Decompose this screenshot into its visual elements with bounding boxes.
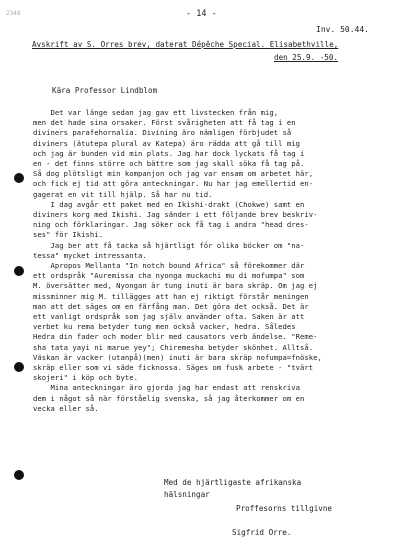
closing-line-1: Med de hjärtligaste afrikanska bbox=[164, 478, 302, 487]
body-line: ning och förklaringar. Jag söker ock få tag i andra "head dres- bbox=[33, 220, 309, 230]
body-line: dem i något så när förståelig svenska, så jag återkommer om en bbox=[33, 393, 305, 403]
body-line: men det hade sina orsaker. Först svårigheten att få tag i en bbox=[33, 118, 296, 128]
body-line: gagerat en vit till hjälp. Så har nu tid. bbox=[33, 189, 213, 199]
body-line: sha tata yayi ni marue yey"; Chiremesha betyder skönhet. Alltså. bbox=[33, 342, 314, 352]
body-line: Det var länge sedan jag gav ett livstecken från mig, bbox=[33, 108, 279, 117]
body-line: skojeri" i köp och byte. bbox=[33, 373, 139, 383]
body-line: ses" för Ikishi. bbox=[33, 230, 104, 240]
body-line: skräp eller som vi säde ficknossa. Säges om fusk arbete - "tvärt bbox=[33, 363, 314, 373]
body-line: Väskan är vacker (utanpå)(men) inuti är bara skräp nofumpa=fnöske, bbox=[33, 352, 322, 362]
body-line: Mina anteckningar äro gjorda jag har endast att renskriva bbox=[33, 383, 301, 393]
body-line: M. översätter med, Nyongan är tung inuti är bara skräp. Om jag ej bbox=[33, 281, 318, 291]
punch-hole bbox=[14, 470, 24, 480]
body-line: diviners parafehornalia. Divining äro nämligen förbjudet så bbox=[33, 128, 292, 138]
header-line-1: Avskrift av S. Orres brev, daterat Dépêche Special. Elisabethville, bbox=[32, 40, 339, 49]
body-line: man att det säges om en färfång man. Det göra det också. Det är bbox=[33, 301, 309, 311]
page-number: - 14 - bbox=[186, 9, 217, 19]
closing-line-2: hälsningar bbox=[164, 490, 210, 499]
body-line: och fick ej tid att göra anteckningar. Nu har jag emellertid en- bbox=[33, 179, 314, 189]
body-line: och jag är bunden vid min plats. Jag har dock lyckats få tag i bbox=[33, 148, 305, 158]
punch-hole bbox=[14, 266, 24, 276]
body-line: vecka eller så. bbox=[33, 403, 99, 413]
inventory-number: Inv. 50.44. bbox=[316, 25, 369, 34]
body-line: ett vanligt ordspråk som jag själv använder ofta. Saken är att bbox=[33, 312, 305, 322]
body-line: ett ordspråk "Auremissa cha nyonga muckachi mu di mofumpa" som bbox=[33, 271, 305, 281]
body-line: I dag avgår ett paket med en Ikishi-drakt (Chokwe) samt en bbox=[33, 199, 305, 209]
body-line: Hedra din fader och moder blir med causators verb ändelse. "Reme- bbox=[33, 332, 318, 342]
body-line: diviners korg med Ikishi. Jag sänder i ett följande brev beskriv- bbox=[33, 210, 318, 220]
body-line: en - det finns större och bättre som jag skall söka få tag på. bbox=[33, 159, 305, 169]
header-line-2: den 25.9. -50. bbox=[274, 53, 339, 62]
body-line: Så dog plötsligt min kompanjon och jag var ensam om arbetet här, bbox=[33, 169, 314, 179]
body-line: tessa" mycket intressanta. bbox=[33, 250, 147, 260]
body-line: Apropos Mellanta "In notch bound Africa" så förekommer där bbox=[33, 261, 305, 271]
punch-hole bbox=[14, 173, 24, 183]
letter-body bbox=[33, 108, 389, 414]
closing-line-3: Proffesorns tillgivne bbox=[236, 504, 333, 513]
body-line: diviners (ätutepa plural av Katepa) äro rädda att gå till mig bbox=[33, 138, 301, 148]
punch-hole bbox=[14, 362, 24, 372]
body-line: Jag ber att få tacka så hjärtligt för olika böcker om "na- bbox=[33, 240, 305, 250]
body-line: verbet ku rema betyder tung men också vacker, hedra. Således bbox=[33, 322, 296, 332]
archive-stamp: 2348 bbox=[6, 10, 21, 17]
salutation: Kära Professor Lindblom bbox=[52, 86, 158, 95]
body-line: missminner mig M. tillägges att han ej riktigt förstår meningen bbox=[33, 291, 309, 301]
signature: Sigfrid Orre. bbox=[232, 528, 292, 537]
